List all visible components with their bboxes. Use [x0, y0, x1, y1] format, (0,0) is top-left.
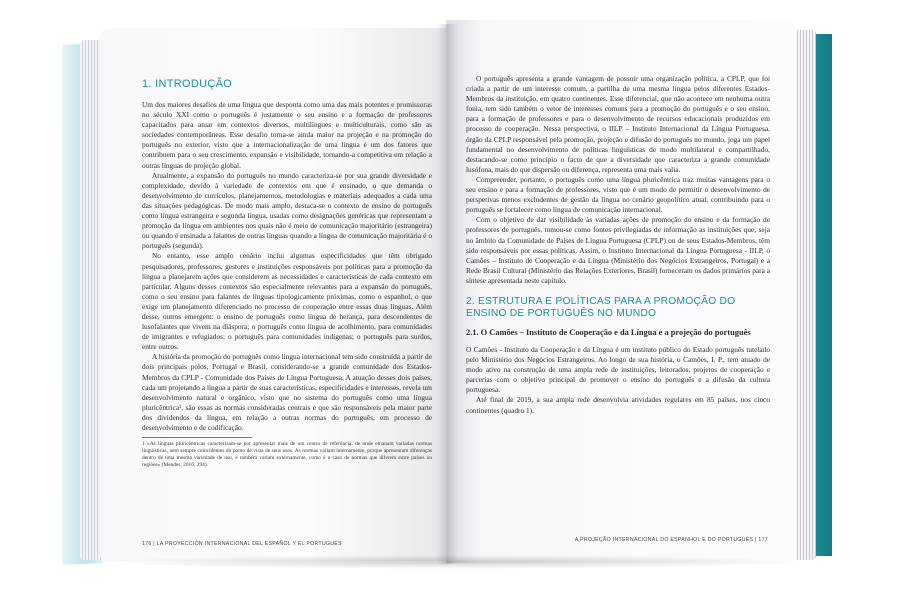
paragraph: A história da promoção do português como língua internacional tem sido construída a partir de dois principais polos, Portugal e Brasil, considerando-se a grande comunidade dos Estados-Membros da CPLP - Comunidade dos Países de Língua Portuguesa. A atuação desses dois países, cada um projetando a língua a partir de suas características, especificidades e interesses, revela um desenvolvimento natural e orgânico, visto que no sistema do português como uma língua pluricêntrica¹, são essas as normas consideradas centrais e que são responsáveis pela maior parte dos dividendos da língua, em relação a outras normas do português, em processo de desenvolvimento e de codificação. [142, 352, 432, 432]
paragraph: Compreender, portanto, o português como uma língua pluricêntrica traz muitas vantagens para o seu ensino e para a formação de professores, visto que é um modo de permitir o desenvolvimento de perspetivas menos excludentes de gestão da língua no cenário geopolítico atual, contribuindo para o português se fortalecer como língua de comunicação internacional. [466, 174, 770, 215]
paragraph: O Camões - Instituto da Cooperação e da Língua é um instituto público do Estado português tutelado pelo Ministério dos Negócios Estrangeiros. Ao longo de sua história, o Camões, I. P., tem atuado de modo ativo na construção de uma ampla rede de instituições, leitorados, projetos de cooperação e parcerias com o objetivo principal de promover o ensino do português e a difusão da cultura portuguesa. [466, 344, 770, 395]
paragraph: Atualmente, a expansão do português no mundo caracteriza-se por sua grande diversidade e complexidade, devido à variedade de contextos em que é ensinado, o que demanda o desenvolvimento de currículos, planejamentos, metodologias e materiais adequados a cada uma das situações pedagógicas. De modo mais amplo, destaca-se o contexto de ensino de português como língua estrangeira e segunda língua, usadas como designações genéricas que representam a promoção da língua em ambientes nos quais não é meio de comunicação majoritário (estrangeira) ou quando é ensinada a falantes de outras línguas quando a língua de comunicação majoritária é o português (segunda). [142, 170, 432, 251]
right-page [446, 20, 796, 563]
footnote: 1 «As línguas pluricêntricas caracterizam-se por apresentar mais de um centro de referência, de onde emanam variadas normas linguísticas, nem sempre coincidentes do ponto de vista de seus usos. As normas variam internamente, porque apresentam diferenças dentro de uma mesma variedade de uso, e também variam externamente, como é o caso de normas que diferem entre países ou regiões» (Mendes, 2016: 294). [142, 441, 432, 469]
paragraph: O português apresenta a grande vantagem de possuir uma organização política, a CPLP, que foi criada a partir de um interesse comum, a partilha de uma mesma língua pelos diferentes Estados-Membros da instituição, em quatro continentes. Esse diferencial, que não acontece em nenhuma outra fonia, tem sido também o vetor de interesses comuns para a promoção do português e o seu ensino, para a formação de professores e para o desenvolvimento de recursos educacionais produzidos em processo de cooperação. Nessa perspectiva, o IILP – Instituto Internacional da Língua Portuguesa, órgão da CPLP responsável pela promoção, projeção e difusão do português no mundo, joga um papel fundamental no desenvolvimento de políticas linguísticas de modo multilateral e compartilhado, destacando-se como princípio o facto de que a diversidade que caracteriza a grande comunidade lusófona, mais do que dispersão ou diferença, representa uma mais valia. [466, 74, 770, 174]
paragraph: No entanto, esse amplo cenário inclui algumas especificidades que têm obrigado pesquisadores, professores, gestores e instituições responsáveis por políticas para a promoção da língua a planejarem ações que considerem as necessidades e características de cada contexto em particular. Alguns desses contextos são especialmente relevantes para a expansão do português, como o seu ensino para falantes de línguas tipologicamente próximas, como o espanhol, o que exige um planejamento diferenciado no processo de cooperação entre essas duas línguas. Além desse, outros emergem: o ensino de português como língua de herança, para descendentes de lusofalantes que vivem na diáspora; o português como língua de acolhimento, para comunidades de imigrantes e refugiados; o português para comunidades indígenas; o português para surdos, entre outros. [142, 251, 432, 352]
chapter-heading: 1. INTRODUÇÃO [142, 78, 233, 90]
right-page-content [466, 74, 770, 416]
book-gutter [436, 24, 458, 564]
book-shadow [90, 555, 810, 569]
footnote-separator [142, 437, 252, 438]
left-page [100, 28, 446, 561]
paragraph: Com o objetivo de dar visibilidade às variadas ações de promoção do ensino e da formação de professores de português, tomou-se como fontes privilegiadas de informação as instituições que, seja no âmbito da Comunidade de Países de Língua Portuguesa (CPLP) ou de seus Estados-Membros, têm sido responsáveis por essas políticas. Assim, o Instituto Internacional da Língua Portuguesa - IILP, o Camões – Instituto de Cooperação e da Língua (Ministério dos Negócios Estrangeiros, Portugal) e a Rede Brasil Cultural (Ministério das Relações Exteriores, Brasil) forneceram os dados primários para a síntese apresentada neste capítulo. [466, 215, 770, 285]
right-page-footer: A PROJEÇÃO INTERNACIONAL DO ESPANHOL E DO PORTUGUÊS | 177 [574, 537, 768, 543]
paragraph: Um dos maiores desafios de uma língua que desponta como uma das mais potentes e promissoras no século XXI como o português é justamente o seu ensino e a formação de professores capacitados para atuar em contextos diversos, multilíngues e multiculturais, como são as sociedades contemporâneas. Esse desafio torna-se ainda maior na projeção e na promoção do português no exterior, visto que a internacionalização de uma língua é um dos fatores que contribuem para o seu crescimento, expansão e visibilidade, tornando-a competitiva em relação a outras línguas de projeção global. [142, 100, 432, 170]
left-page-content [142, 78, 432, 469]
paragraph: Até final de 2019, a sua ampla rede desenvolvia atividades regulares em 85 países, nos cinco continentes (quadro 1). [466, 395, 770, 415]
subsection-heading: 2.1. O Camões – Instituto de Cooperação e da Língua e a projeção do português [466, 327, 751, 337]
section-heading: 2. ESTRUTURA E POLÍTICAS PARA A PROMOÇÃO DO ENSINO DE PORTUGUÊS NO MUNDO [466, 295, 736, 319]
left-page-footer: 176 | LA PROYECCIÓN INTERNACIONAL DEL ESPAÑOL Y EL PORTUGUÉS [142, 541, 342, 547]
